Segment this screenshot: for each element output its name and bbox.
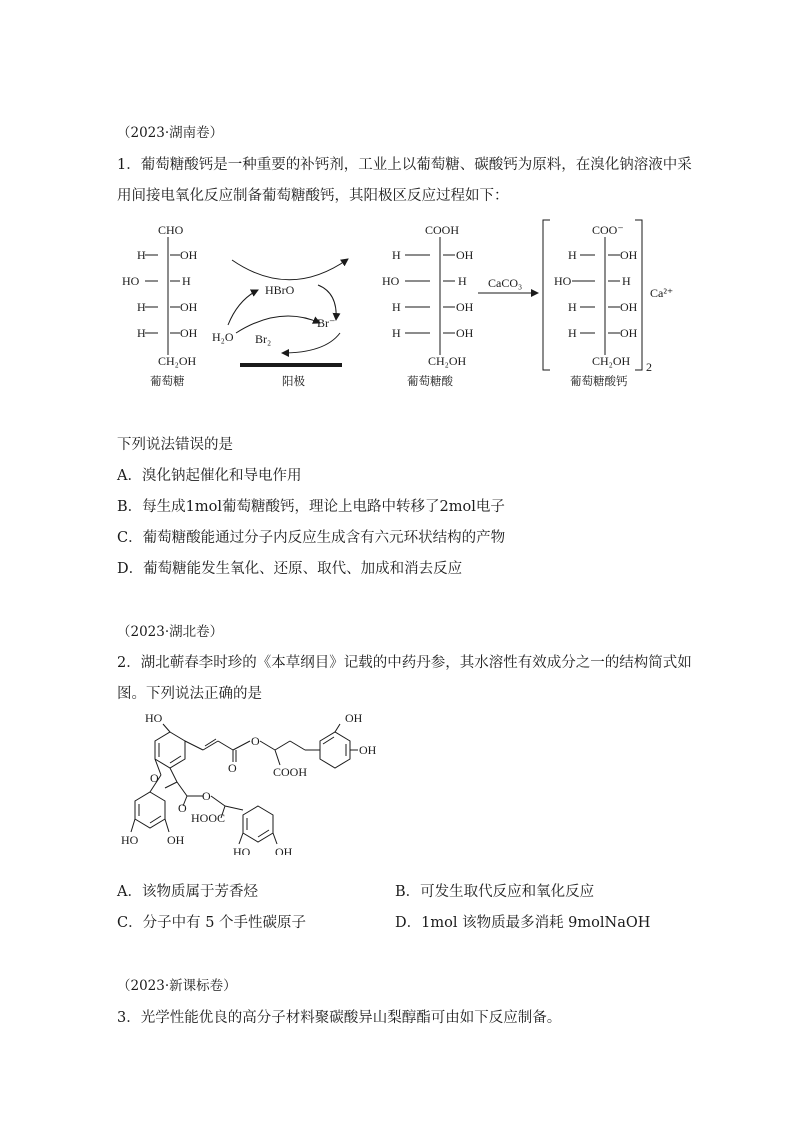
q1-stem-line2: 用间接电氧化反应制备葡萄糖酸钙，其阳极区反应过程如下：	[117, 188, 509, 204]
q2-label-ho-top: HO	[145, 711, 163, 725]
svg-text:O: O	[228, 761, 237, 775]
svg-text:OH: OH	[456, 300, 474, 314]
svg-text:HO: HO	[554, 274, 572, 288]
svg-text:H: H	[622, 274, 631, 288]
q1-option-a: A．溴化钠起催化和导电作用	[117, 468, 302, 484]
q2-option-b: B．可发生取代反应和氧化反应	[395, 884, 595, 900]
svg-text:COO⁻: COO⁻	[592, 223, 624, 237]
svg-text:OH: OH	[167, 833, 185, 847]
svg-text:H: H	[392, 300, 401, 314]
gluconic-acid-label: 葡萄糖酸	[407, 374, 453, 388]
svg-text:H: H	[458, 274, 467, 288]
svg-text:H: H	[392, 248, 401, 262]
svg-text:OH: OH	[345, 711, 363, 725]
svg-text:OH: OH	[180, 300, 198, 314]
anode-label: 阳极	[282, 374, 305, 388]
svg-text:HO: HO	[382, 274, 400, 288]
q2-label-o-ring: O	[150, 771, 159, 785]
svg-text:CH₂OH: CH₂OH	[428, 354, 467, 368]
svg-text:HO: HO	[122, 274, 140, 288]
svg-text:H: H	[137, 248, 146, 262]
svg-text:H: H	[137, 300, 146, 314]
q2-label-hooc: HOOC	[191, 811, 226, 825]
svg-text:Ca²⁺: Ca²⁺	[650, 286, 674, 300]
q1-option-b: B．每生成1mol葡萄糖酸钙，理论上电路中转移了2mol电子	[117, 499, 505, 515]
svg-text:COOH: COOH	[425, 223, 460, 237]
q2-source: （2023·湖北卷）	[117, 624, 224, 640]
q2-option-d: D．1mol 该物质最多消耗 9molNaOH	[395, 915, 651, 931]
svg-text:2: 2	[646, 360, 652, 374]
svg-text:OH: OH	[180, 248, 198, 262]
svg-text:H: H	[568, 248, 577, 262]
q1-source: （2023·湖南卷）	[117, 125, 224, 141]
q2-stem-line2: 图。下列说法正确的是	[117, 686, 262, 702]
q2-stem-line1: 2．湖北蕲春李时珍的《本草纲目》记载的中药丹参，其水溶性有效成分之一的结构简式如	[117, 655, 692, 671]
svg-text:OH: OH	[620, 300, 638, 314]
q1-option-d: D．葡萄糖能发生氧化、还原、取代、加成和消去反应	[117, 561, 463, 577]
svg-text:OH: OH	[456, 326, 474, 340]
svg-text:CH₂OH: CH₂OH	[158, 354, 197, 368]
svg-text:OH: OH	[620, 326, 638, 340]
q2-option-c: C．分子中有 5 个手性碳原子	[117, 915, 307, 931]
svg-text:OH: OH	[620, 248, 638, 262]
q2-structure-diagram	[115, 710, 395, 855]
svg-text:OH: OH	[359, 743, 377, 757]
svg-text:HBrO: HBrO	[265, 283, 295, 297]
q1-stem-line1: 1．葡萄糖酸钙是一种重要的补钙剂，工业上以葡萄糖、碳酸钙为原料，在溴化钠溶液中采	[117, 157, 692, 173]
q1-option-c: C．葡萄糖酸能通过分子内反应生成含有六元环状结构的产物	[117, 530, 506, 546]
svg-text:OH: OH	[275, 845, 293, 855]
svg-text:H: H	[568, 326, 577, 340]
svg-text:O: O	[202, 789, 211, 803]
svg-text:H: H	[568, 300, 577, 314]
q2-label-cooh: COOH	[273, 765, 308, 779]
svg-text:H: H	[182, 274, 191, 288]
reagent-caco3: CaCO₃	[488, 276, 523, 290]
svg-text:HO: HO	[233, 845, 251, 855]
q1-reaction-diagram	[110, 215, 690, 395]
q3-stem-line1: 3．光学性能优良的高分子材料聚碳酸异山梨醇酯可由如下反应制备。	[117, 1010, 562, 1026]
svg-text:H: H	[392, 326, 401, 340]
glucose-label: 葡萄糖	[150, 374, 185, 388]
svg-text:H₂O: H₂O	[212, 330, 234, 344]
svg-text:O: O	[251, 734, 260, 748]
q1-question: 下列说法错误的是	[117, 437, 233, 453]
svg-text:CH₂OH: CH₂OH	[592, 354, 631, 368]
glucose-cho: CHO	[158, 223, 184, 237]
q2-option-a: A．该物质属于芳香烃	[117, 884, 258, 900]
svg-text:H: H	[137, 326, 146, 340]
svg-text:OH: OH	[456, 248, 474, 262]
svg-text:O: O	[178, 801, 187, 815]
svg-text:Br₂: Br₂	[255, 332, 272, 346]
q3-source: （2023·新课标卷）	[117, 978, 237, 994]
svg-text:OH: OH	[180, 326, 198, 340]
calcium-gluconate-label: 葡萄糖酸钙	[570, 374, 628, 388]
svg-text:HO: HO	[121, 833, 139, 847]
svg-text:Br⁻: Br⁻	[317, 316, 336, 330]
